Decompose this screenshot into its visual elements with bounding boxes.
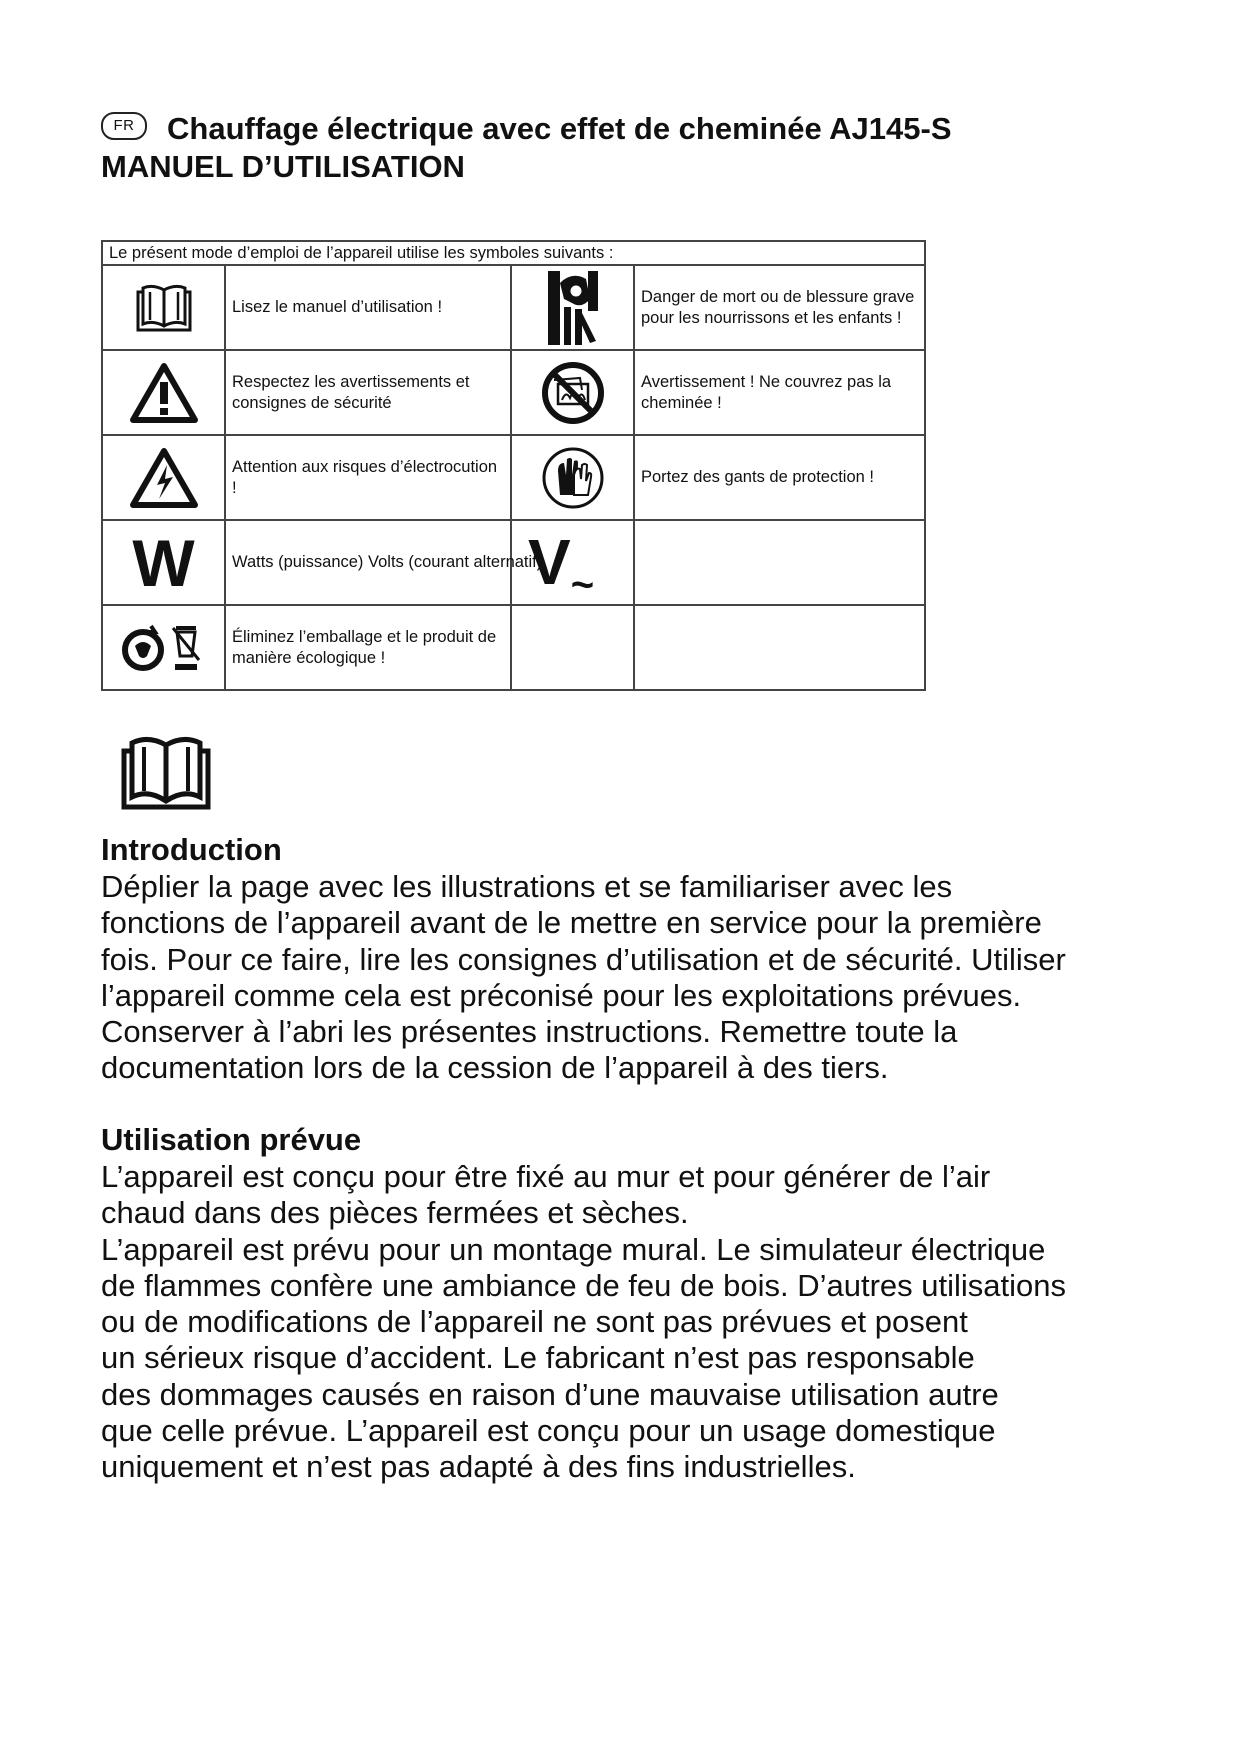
- symbol-text: Avertissement ! Ne couvrez pas la cheminée !: [634, 350, 925, 435]
- electric-shock-icon: [102, 435, 225, 520]
- symbol-row: [102, 435, 925, 520]
- symbol-row: [102, 605, 925, 690]
- text-line: l’appareil comme cela est préconisé pour les exploitations prévues.: [101, 977, 1022, 1013]
- empty-cell: [634, 605, 925, 690]
- empty-cell: [511, 605, 634, 690]
- introduction-heading: Introduction: [101, 832, 282, 867]
- introduction-section: [101, 831, 1161, 1087]
- text-line: L’appareil est prévu pour un montage mural. Le simulateur électrique: [101, 1231, 1046, 1267]
- tilde-icon: ~: [570, 562, 595, 607]
- text-line: que celle prévue. L’appareil est conçu pour un usage domestique: [101, 1413, 996, 1449]
- text-line: documentation lors de la cession de l’appareil à des tiers.: [101, 1050, 889, 1086]
- intended-use-text: [101, 1159, 1161, 1486]
- symbol-text: Lisez le manuel d’utilisation !: [225, 265, 511, 350]
- empty-cell: [634, 520, 925, 605]
- child-danger-icon: [511, 265, 634, 350]
- text-line: Déplier la page avec les illustrations et se familiariser avec les: [101, 869, 953, 904]
- introduction-text: [101, 869, 1161, 1087]
- text-line: L’appareil est conçu pour être fixé au mur et pour générer de l’air: [101, 1159, 991, 1194]
- symbol-text: Attention aux risques d’électrocution !: [225, 435, 511, 520]
- text-line: ou de modifications de l’appareil ne sont pas prévues et posent: [101, 1304, 968, 1340]
- intended-use-heading: Utilisation prévue: [101, 1122, 362, 1157]
- read-manual-icon: [120, 733, 212, 816]
- symbols-table: [101, 240, 926, 691]
- intended-use-section: [101, 1121, 1161, 1486]
- volts-symbol: V: [528, 525, 571, 598]
- text-line: uniquement et n’est pas adapté à des fins industrielles.: [101, 1449, 856, 1485]
- symbol-text: Respectez les avertissements et consignes de sécurité: [225, 350, 511, 435]
- text-line: fois. Pour ce faire, lire les consignes d’utilisation et de sécurité. Utiliser: [101, 941, 1066, 977]
- watts-symbol: W: [132, 525, 195, 600]
- text-line: Conserver à l’abri les présentes instructions. Remettre toute la: [101, 1014, 958, 1050]
- text-line: chaud dans des pièces fermées et sèches.: [101, 1195, 689, 1231]
- text-line: de flammes confère une ambiance de feu de bois. D’autres utilisations: [101, 1267, 1066, 1303]
- document-subtitle: MANUEL D’UTILISATION: [101, 149, 465, 184]
- symbol-row: [102, 265, 925, 350]
- text-line: fonctions de l’appareil avant de le mettre en service pour la première: [101, 905, 1042, 941]
- text-line: un sérieux risque d’accident. Le fabricant n’est pas responsable: [101, 1340, 975, 1376]
- symbol-row: [102, 350, 925, 435]
- text-line: des dommages causés en raison d’une mauvaise utilisation autre: [101, 1376, 999, 1412]
- book-icon: [102, 265, 225, 350]
- symbol-text: Éliminez l’emballage et le produit de manière écologique !: [225, 605, 511, 690]
- symbols-caption: Le présent mode d’emploi de l’appareil utilise les symboles suivants :: [102, 241, 925, 265]
- symbol-text: Danger de mort ou de blessure grave pour les nourrissons et les enfants !: [634, 265, 925, 350]
- symbol-text: Watts (puissance) Volts (courant alternatif): [225, 520, 511, 605]
- symbol-row: [102, 520, 925, 605]
- title-row: [101, 110, 1141, 148]
- gloves-icon: [511, 435, 634, 520]
- recycle-icon: [102, 605, 225, 690]
- warning-triangle-icon: [102, 350, 225, 435]
- language-badge: FR: [101, 112, 147, 140]
- watts-icon: [102, 520, 225, 605]
- document-header: [101, 110, 1141, 186]
- do-not-cover-icon: [511, 350, 634, 435]
- symbol-text: Portez des gants de protection !: [634, 435, 925, 520]
- document-title: Chauffage électrique avec effet de cheminée AJ145-S: [167, 111, 952, 146]
